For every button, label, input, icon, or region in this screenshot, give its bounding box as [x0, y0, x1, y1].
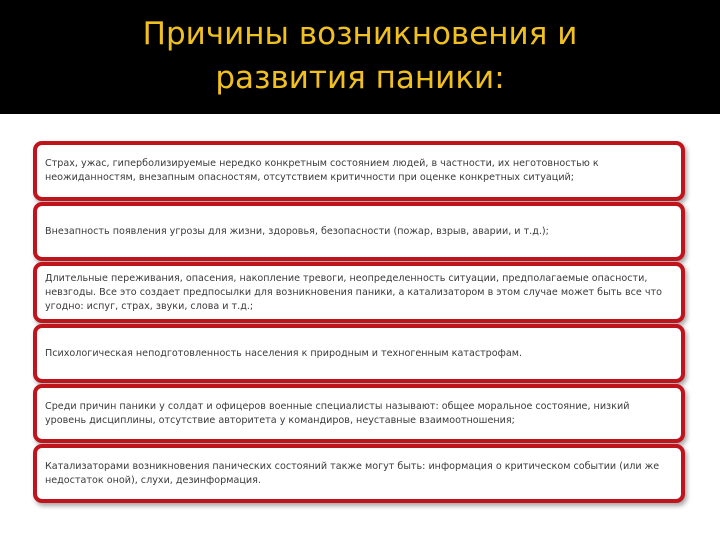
cause-item-2: [33, 202, 685, 261]
cause-text-2: Внезапность появления угрозы для жизни, здоровья, безопасности (пожар, взрыв, аварии, и т.д.);: [45, 225, 549, 237]
title-line-1: Причины возникновения и: [142, 16, 578, 52]
title-line-2: развития паники:: [215, 60, 505, 96]
cause-text-3: Длительные переживания, опасения, накопление тревоги, неопределенность ситуации, предполагаемые опасности, невзгоды. Все это создает предпосылки для возникновения паники, а катализатором в этом случае может быть все что угодно: испуг, страх, звуки, слова и т.д.;: [45, 272, 662, 312]
cause-text-5: Среди причин паники у солдат и офицеров военные специалисты называют: общее моральное состояние, низкий уровень дисциплины, отсутствие авторитета у командиров, неуставные взаимоотношения;: [45, 400, 630, 426]
slide-title: [0, 12, 720, 100]
cause-item-6: [33, 444, 685, 503]
cause-item-1: [33, 141, 685, 201]
cause-text-6: Катализаторами возникновения панических состояний также могут быть: информация о критическом событии (или же недостаток оной), слухи, дезинформация.: [45, 460, 660, 486]
cause-text-1: Страх, ужас, гиперболизируемые нередко конкретным состоянием людей, в частности, их неготовностью к неожиданностям, внезапным опасностям, отсутствием критичности при оценке конкретных ситуаций;: [45, 158, 599, 183]
cause-item-4: [33, 324, 685, 383]
cause-text-4: Психологическая неподготовленность населения к природным и техногенным катастрофам.: [45, 347, 523, 359]
cause-item-3: [33, 262, 685, 323]
cause-item-5: [33, 384, 685, 443]
